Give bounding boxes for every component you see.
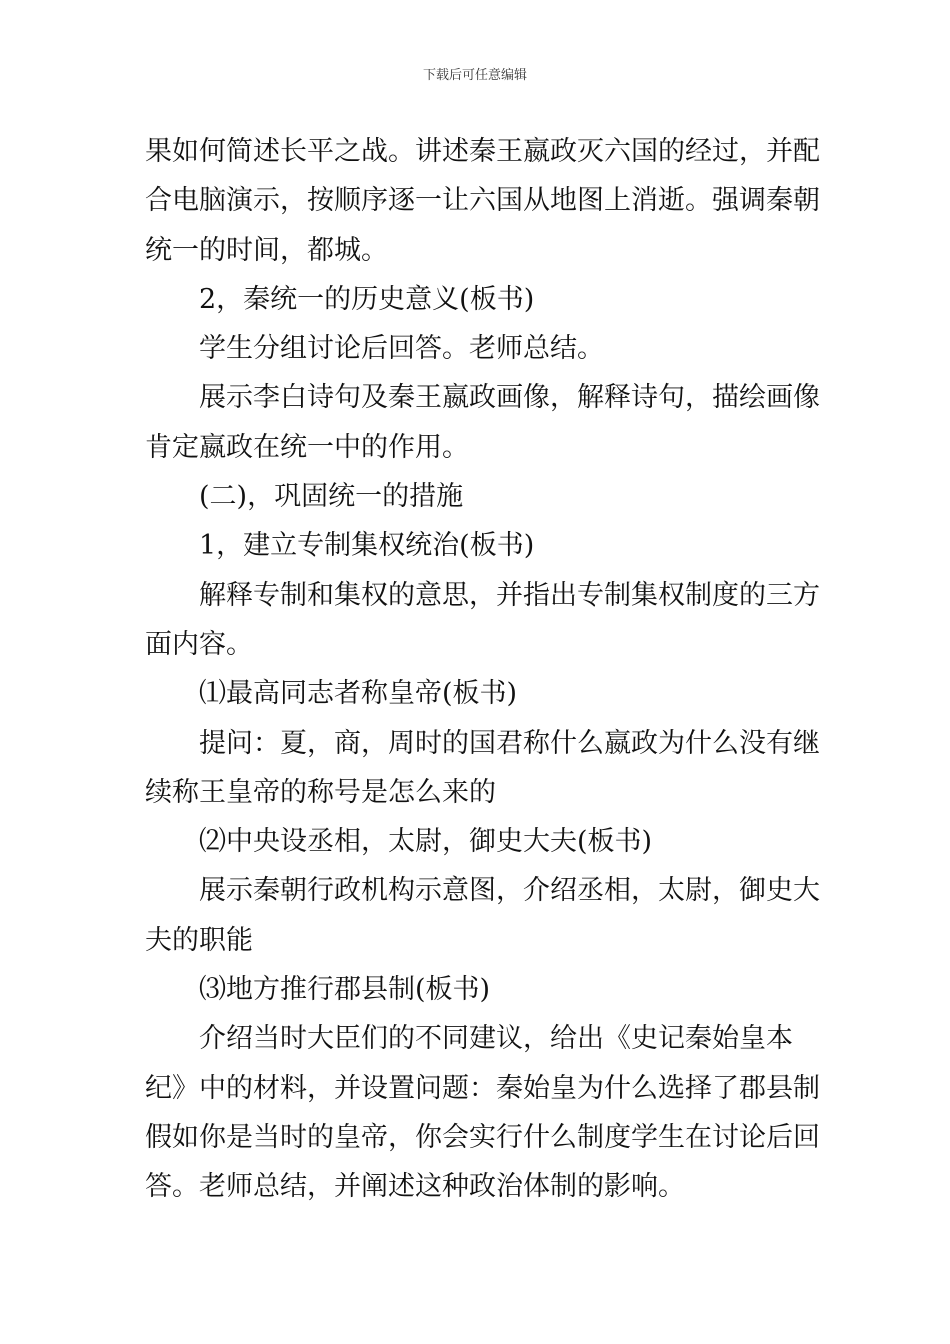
text-line: 展示李白诗句及秦王嬴政画像，解释诗句，描绘画像 xyxy=(199,382,820,414)
text-line: 合电脑演示，按顺序逐一让六国从地图上消逝。强调秦朝 xyxy=(145,185,820,217)
document-body xyxy=(145,127,820,1212)
text-line: 续称王皇帝的称号是怎么来的 xyxy=(145,776,496,808)
text-line: 夫的职能 xyxy=(145,924,253,956)
text-line: 展示秦朝行政机构示意图，介绍丞相，太尉，御史大 xyxy=(199,875,820,907)
text-line: (二)，巩固统一的措施 xyxy=(199,481,464,513)
text-line: 学生分组讨论后回答。老师总结。 xyxy=(199,333,604,365)
text-line: 果如何简述长平之战。讲述秦王嬴政灭六国的经过，并配 xyxy=(145,136,820,167)
text-line: 1，建立专制集权统治(板书) xyxy=(199,530,535,562)
text-line: 答。老师总结，并阐述这种政治体制的影响。 xyxy=(145,1171,685,1203)
text-line: ⑴最高同志者称皇帝(板书) xyxy=(199,678,518,710)
text-line: 面内容。 xyxy=(145,628,253,660)
text-line: 假如你是当时的皇帝，你会实行什么制度学生在讨论后回 xyxy=(145,1121,820,1153)
text-line: 纪》中的材料，并设置问题：秦始皇为什么选择了郡县制 xyxy=(145,1072,820,1104)
text-line: 统一的时间，都城。 xyxy=(145,234,388,266)
text-line: 肯定嬴政在统一中的作用。 xyxy=(145,431,469,463)
text-line: 提问：夏，商，周时的国君称什么嬴政为什么没有继 xyxy=(199,727,820,759)
text-line: 解释专制和集权的意思，并指出专制集权制度的三方 xyxy=(199,579,820,611)
text-line: ⑵中央设丞相，太尉，御史大夫(板书) xyxy=(199,826,653,858)
text-line: 2，秦统一的历史意义(板书) xyxy=(199,283,535,315)
page-header: 下载后可任意编辑 xyxy=(422,68,527,83)
text-line: ⑶地方推行郡县制(板书) xyxy=(199,974,491,1006)
text-line: 介绍当时大臣们的不同建议，给出《史记秦始皇本 xyxy=(199,1023,793,1055)
